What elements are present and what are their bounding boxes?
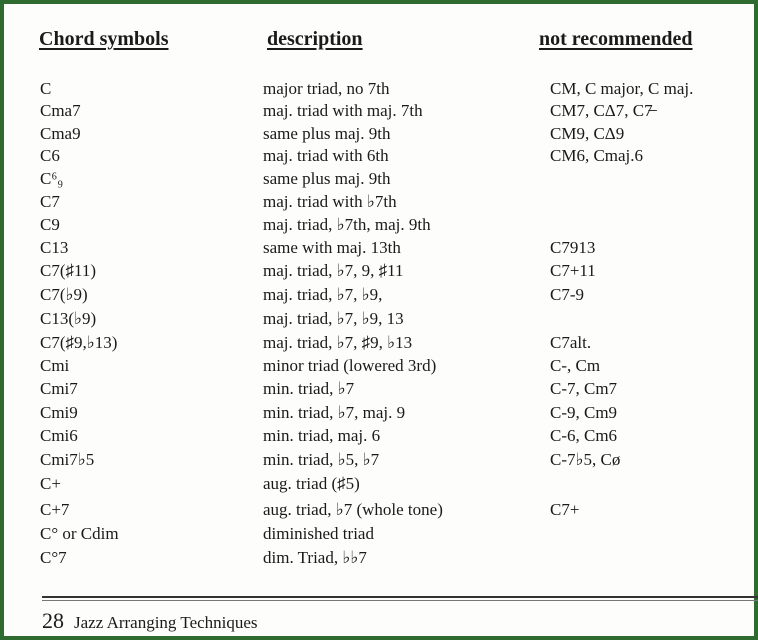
table-row <box>4 377 754 400</box>
not-recommended-cell: C-9, Cm9 <box>550 403 618 422</box>
book-title: Jazz Arranging Techniques <box>74 613 258 632</box>
description-cell: maj. triad with ♭7th <box>263 192 397 211</box>
table-row <box>4 213 754 236</box>
chord-symbol-cell: C7(♭9) <box>40 285 88 304</box>
chord-symbol-cell: Cma9 <box>40 124 81 143</box>
not-recommended-cell: C7alt. <box>550 333 592 352</box>
table-row <box>4 190 754 213</box>
description-cell: min. triad, ♭7 <box>263 379 355 398</box>
table-row <box>4 283 754 306</box>
chord-symbol-cell: C⁶₉ <box>40 169 64 188</box>
description-cell: maj. triad, ♭7, ♭9, <box>263 285 383 304</box>
chord-symbol-cell: Cmi9 <box>40 403 78 422</box>
table-row <box>4 236 754 259</box>
not-recommended-cell: C-6, Cm6 <box>550 426 618 445</box>
table-row <box>4 546 754 569</box>
table-row <box>4 259 754 282</box>
page-number: 28 <box>42 608 64 633</box>
not-recommended-cell: CM7, CΔ7, C7̶ <box>550 101 653 120</box>
not-recommended-cell: C-7♭5, Cø <box>550 450 621 469</box>
description-cell: maj. triad with 6th <box>263 146 389 165</box>
chord-symbol-cell: Cmi6 <box>40 426 78 445</box>
description-cell: same with maj. 13th <box>263 238 401 257</box>
description-cell: maj. triad, ♭7, ♭9, 13 <box>263 309 404 328</box>
chord-symbol-cell: Cmi7♭5 <box>40 450 95 469</box>
description-cell: min. triad, maj. 6 <box>263 426 381 445</box>
header-not-recommended: not recommended <box>539 28 693 50</box>
description-cell: aug. triad (♯5) <box>263 474 360 493</box>
description-cell: maj. triad, ♭7, ♯9, ♭13 <box>263 333 413 352</box>
table-row <box>4 331 754 354</box>
table-row <box>4 448 754 471</box>
table-row <box>4 144 754 167</box>
table-row <box>4 424 754 447</box>
header-description: description <box>267 28 363 50</box>
table-row <box>4 77 754 100</box>
chord-symbol-cell: Cma7 <box>40 101 81 120</box>
description-cell: major triad, no 7th <box>263 79 390 98</box>
not-recommended-cell: C7+ <box>550 500 580 519</box>
chord-symbol-cell: C7(♯9,♭13) <box>40 333 118 352</box>
table-row <box>4 99 754 122</box>
table-row <box>4 472 754 495</box>
description-cell: min. triad, ♭5, ♭7 <box>263 450 380 469</box>
chord-symbol-cell: C6 <box>40 146 60 165</box>
footer-rule <box>42 596 758 598</box>
table-row <box>4 354 754 377</box>
chord-symbol-cell: C+ <box>40 474 61 493</box>
description-cell: min. triad, ♭7, maj. 9 <box>263 403 406 422</box>
page-footer <box>42 608 258 634</box>
table-row <box>4 401 754 424</box>
table-row <box>4 167 754 190</box>
chord-symbol-cell: C13 <box>40 238 69 257</box>
not-recommended-cell: CM, C major, C maj. <box>550 79 694 98</box>
chord-symbol-cell: C7(♯11) <box>40 261 97 280</box>
description-cell: same plus maj. 9th <box>263 169 391 188</box>
description-cell: maj. triad, ♭7th, maj. 9th <box>263 215 431 234</box>
description-cell: dim. Triad, ♭♭7 <box>263 548 367 567</box>
description-cell: diminished triad <box>263 524 374 543</box>
not-recommended-cell: C7+11 <box>550 261 596 280</box>
description-cell: same plus maj. 9th <box>263 124 391 143</box>
description-cell: maj. triad with maj. 7th <box>263 101 423 120</box>
chord-symbol-cell: Cmi <box>40 356 70 375</box>
table-row <box>4 522 754 545</box>
chord-symbol-cell: C+7 <box>40 500 70 519</box>
chord-symbol-cell: C9 <box>40 215 60 234</box>
not-recommended-cell: C-7, Cm7 <box>550 379 618 398</box>
not-recommended-cell: CM9, CΔ9 <box>550 124 625 143</box>
description-cell: aug. triad, ♭7 (whole tone) <box>263 500 443 519</box>
chord-symbol-cell: C°7 <box>40 548 67 567</box>
not-recommended-cell: C-, Cm <box>550 356 601 375</box>
not-recommended-cell: C7-9 <box>550 285 584 304</box>
chord-symbol-cell: C13(♭9) <box>40 309 97 328</box>
table-row <box>4 307 754 330</box>
header-chord-symbols: Chord symbols <box>39 28 169 50</box>
description-cell: maj. triad, ♭7, 9, ♯11 <box>263 261 404 280</box>
not-recommended-cell: CM6, Cmaj.6 <box>550 146 644 165</box>
chord-symbol-cell: Cmi7 <box>40 379 78 398</box>
table-row <box>4 498 754 521</box>
not-recommended-cell: C7913 <box>550 238 596 257</box>
chord-symbol-cell: C <box>40 79 52 98</box>
footer-rule-thin <box>42 600 758 601</box>
table-row <box>4 122 754 145</box>
chord-symbol-cell: C7 <box>40 192 60 211</box>
chord-symbol-cell: C° or Cdim <box>40 524 119 543</box>
description-cell: minor triad (lowered 3rd) <box>263 356 437 375</box>
